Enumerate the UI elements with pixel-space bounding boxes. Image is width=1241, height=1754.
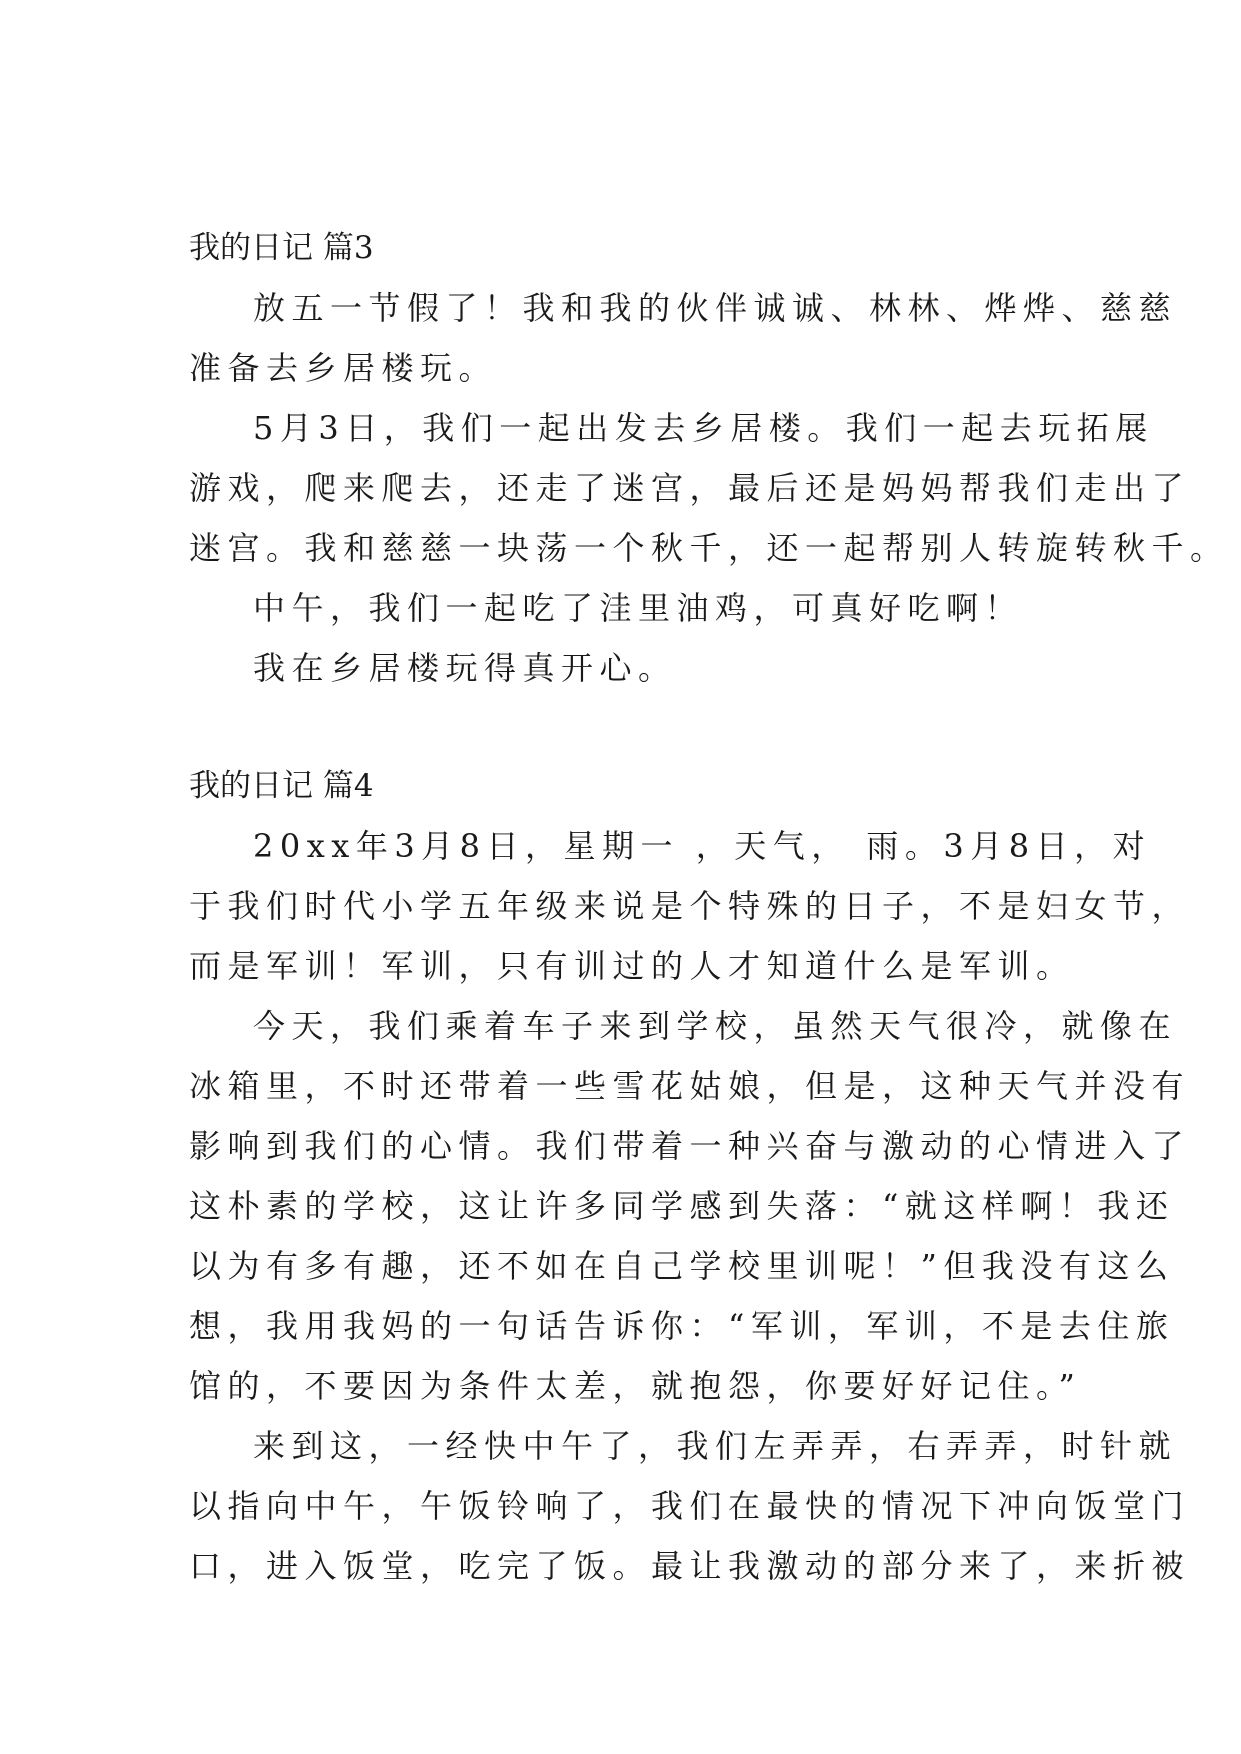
text-line: 于我们时代小学五年级来说是个特殊的日子，不是妇女节， <box>189 887 1191 925</box>
document-body <box>189 218 1229 1596</box>
text-line: 馆的，不要因为条件太差，就抱怨，你要好好记住。” <box>189 1367 1082 1405</box>
text-line: 准备去乡居楼玩。 <box>189 349 498 387</box>
text-line: 口，进入饭堂，吃完了饭。最让我激动的部分来了，来折被 <box>189 1547 1191 1585</box>
text-line: 冰箱里，不时还带着一些雪花姑娘，但是，这种天气并没有 <box>189 1067 1191 1105</box>
text-line: 我在乡居楼玩得真开心。 <box>253 649 677 687</box>
text-line: 这朴素的学校，这让许多同学感到失落：“就这样啊！我还 <box>189 1187 1175 1225</box>
text-line: 放五一节假了！我和我的伙伴诚诚、林林、烨烨、慈慈 <box>253 289 1178 327</box>
text-line: 想，我用我妈的一句话告诉你：“军训，军训，不是去住旅 <box>189 1307 1175 1345</box>
text-line: 而是军训！军训，只有训过的人才知道什么是军训。 <box>189 947 1075 985</box>
paragraph <box>189 278 1178 398</box>
paragraph <box>189 1416 1191 1596</box>
entry-heading: 我的日记 篇4 <box>189 768 374 804</box>
text-line: 迷宫。我和慈慈一块荡一个秋千，还一起帮别人转旋转秋千。 <box>189 529 1229 567</box>
text-line: 中午，我们一起吃了洼里油鸡，可真好吃啊！ <box>253 589 1024 627</box>
text-line: 以为有多有趣，还不如在自己学校里训呢！”但我没有这么 <box>189 1247 1175 1285</box>
paragraph <box>189 578 1051 638</box>
diary-entry-3 <box>189 218 1229 698</box>
section-spacer <box>189 698 1051 756</box>
paragraph <box>189 816 1191 996</box>
text-line: 游戏，爬来爬去，还走了迷宫，最后还是妈妈帮我们走出了 <box>189 469 1191 507</box>
text-line: 5月3日，我们一起出发去乡居楼。我们一起去玩拓展 <box>253 409 1154 447</box>
text-line: 以指向中午，午饭铃响了，我们在最快的情况下冲向饭堂门 <box>189 1487 1191 1525</box>
entry-heading: 我的日记 篇3 <box>189 230 374 266</box>
diary-entry-4 <box>189 756 1191 1596</box>
paragraph <box>189 996 1191 1416</box>
paragraph <box>189 638 1051 698</box>
text-line: 影响到我们的心情。我们带着一种兴奋与激动的心情进入了 <box>189 1127 1191 1165</box>
paragraph <box>189 398 1229 578</box>
text-line: 20xx年3月8日，星期一 ，天气， 雨。3月8日，对 <box>253 827 1152 865</box>
text-line: 来到这，一经快中午了，我们左弄弄，右弄弄，时针就 <box>253 1427 1178 1465</box>
text-line: 今天，我们乘着车子来到学校，虽然天气很冷，就像在 <box>253 1007 1178 1045</box>
